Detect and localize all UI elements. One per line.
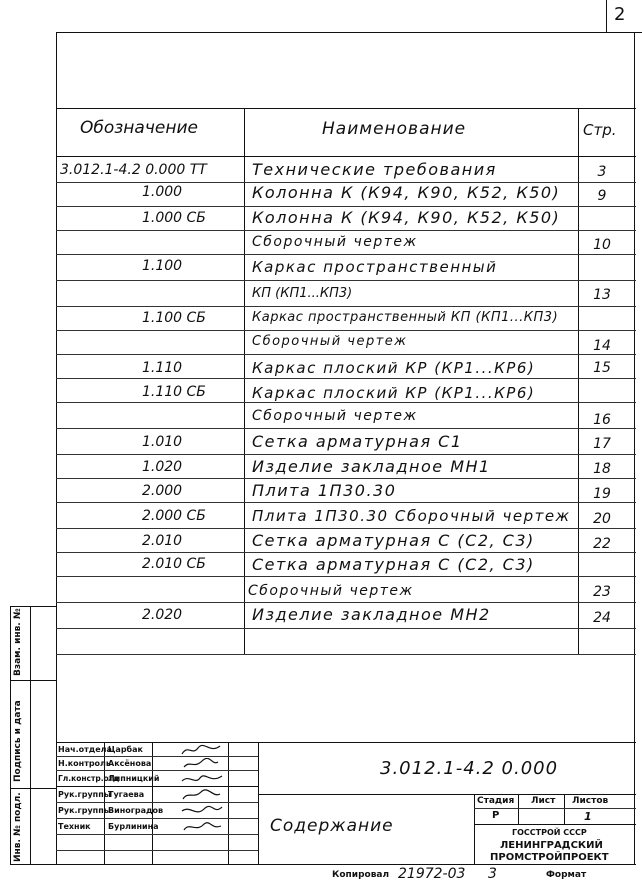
row-page: 3 — [597, 164, 607, 180]
signature — [180, 789, 224, 801]
footer-format-label: Формат — [546, 870, 587, 880]
row-name: Плита 1П30.30 — [252, 481, 397, 500]
row-name: Изделие закладное МН2 — [252, 605, 491, 624]
sheet-value: 1 — [584, 810, 592, 823]
doc-code: 3.012.1-4.2 0.000 — [380, 758, 559, 779]
row-page: 10 — [593, 237, 611, 253]
row-page — [580, 554, 624, 578]
stage-value: Р — [492, 810, 500, 821]
row-page: 18 — [593, 461, 611, 477]
row-code: 2.000 СБ — [142, 508, 206, 524]
row-name: Сборочный чертеж — [252, 234, 418, 250]
row-name: Сборочный чертеж — [248, 583, 414, 599]
row-code: 1.100 СБ — [142, 310, 206, 326]
row-page: 17 — [593, 436, 611, 452]
row-page: 16 — [593, 412, 611, 428]
sheets-label: Листов — [572, 796, 609, 806]
row-name: Каркас пространственный — [252, 258, 498, 276]
row-page: 19 — [593, 486, 611, 502]
row-name: Сетка арматурная С1 — [252, 432, 463, 451]
row-code: 1.000 — [142, 184, 183, 200]
row-code: 3.012.1-4.2 0.000 ТТ — [60, 162, 207, 178]
row-name: Каркас пространственный КП (КП1...КП3) — [252, 310, 559, 325]
sheet-label: Лист — [531, 796, 556, 806]
row-code: 2.010 — [142, 533, 183, 549]
stamp-person: Виноградов — [108, 806, 164, 815]
org-line-3: ПРОМСТРОЙПРОЕКТ — [490, 852, 609, 863]
stamp-role: Рук.группы — [58, 790, 111, 799]
stamp-person: Аксёнова — [108, 759, 152, 768]
stamp-role: Гл.констр.отд — [58, 774, 120, 783]
row-code: 1.010 — [142, 434, 183, 450]
row-page: 9 — [597, 188, 607, 204]
row-name: Каркас плоский КР (КР1...КР6) — [252, 384, 536, 402]
row-page: 24 — [593, 610, 611, 626]
row-code: 2.000 — [142, 483, 183, 499]
row-code: 1.110 СБ — [142, 384, 206, 400]
signature — [180, 821, 224, 833]
org-line-2: ЛЕНИНГРАДСКИЙ — [500, 840, 603, 851]
frame-bottom — [10, 864, 636, 865]
row-code: 2.020 — [142, 607, 183, 623]
row-name: Колонна К (К94, К90, К52, К50) — [252, 208, 561, 227]
side-label-inv-podl: Инв. № подл. — [13, 792, 23, 862]
row-name: Сборочный чертеж — [252, 408, 418, 424]
row-page — [580, 308, 624, 332]
row-name: Каркас плоский КР (КР1...КР6) — [252, 359, 536, 377]
row-page: 13 — [593, 287, 611, 303]
stamp-person: Царбак — [108, 745, 143, 754]
stamp-person: Бурлинина — [108, 822, 159, 831]
row-name: Сетка арматурная С (С2, С3) — [252, 555, 535, 574]
row-name: Технические требования — [252, 160, 497, 179]
stamp-person: Тугаева — [108, 790, 145, 799]
footer-copied-label: Копировал — [332, 870, 390, 880]
row-page: 20 — [593, 511, 611, 527]
row-name: Плита 1П30.30 Сборочный чертеж — [252, 507, 571, 525]
row-name: Изделие закладное МН1 — [252, 457, 491, 476]
row-page: 15 — [593, 360, 611, 376]
frame-top — [56, 32, 636, 33]
stamp-person: Липницкий — [108, 774, 160, 783]
row-name: КП (КП1...КП3) — [252, 286, 353, 301]
footer-page: 3 — [488, 866, 497, 882]
footer-number: 21972-03 — [398, 866, 466, 882]
row-page — [580, 208, 624, 232]
row-page: 14 — [593, 338, 611, 354]
signature — [180, 773, 224, 785]
row-code: 1.110 — [142, 360, 183, 376]
row-name: Колонна К (К94, К90, К52, К50) — [252, 183, 561, 202]
row-page — [580, 382, 624, 406]
side-label-inv-vzam: Взам. инв. № — [13, 608, 23, 676]
stamp-role: Н.контроль — [58, 759, 111, 768]
row-page: 22 — [593, 536, 611, 552]
signature — [180, 805, 224, 817]
row-code: 1.000 СБ — [142, 210, 206, 226]
sheet-title: Содержание — [270, 816, 394, 836]
stamp-role: Техник — [58, 822, 91, 831]
header-designation: Обозначение — [80, 118, 198, 138]
row-name: Сборочный чертеж — [252, 334, 408, 349]
org-line-1: ГОССТРОЙ СССР — [512, 828, 587, 837]
signature — [180, 744, 224, 756]
stamp-role: Рук.группы — [58, 806, 111, 815]
header-name: Наименование — [322, 119, 467, 139]
row-code: 2.010 СБ — [142, 556, 206, 572]
row-code: 1.100 — [142, 258, 183, 274]
row-page: 23 — [593, 584, 611, 600]
row-name: Сетка арматурная С (С2, С3) — [252, 531, 535, 550]
header-page: Стр. — [583, 121, 617, 139]
side-label-sign-date: Подпись и дата — [13, 700, 23, 782]
stamp-role: Нач.отдела — [58, 745, 112, 754]
row-page — [580, 257, 624, 281]
stage-label: Стадия — [477, 796, 515, 806]
row-code: 1.020 — [142, 459, 183, 475]
signature — [180, 758, 224, 770]
sheet-number: 2 — [614, 4, 626, 25]
